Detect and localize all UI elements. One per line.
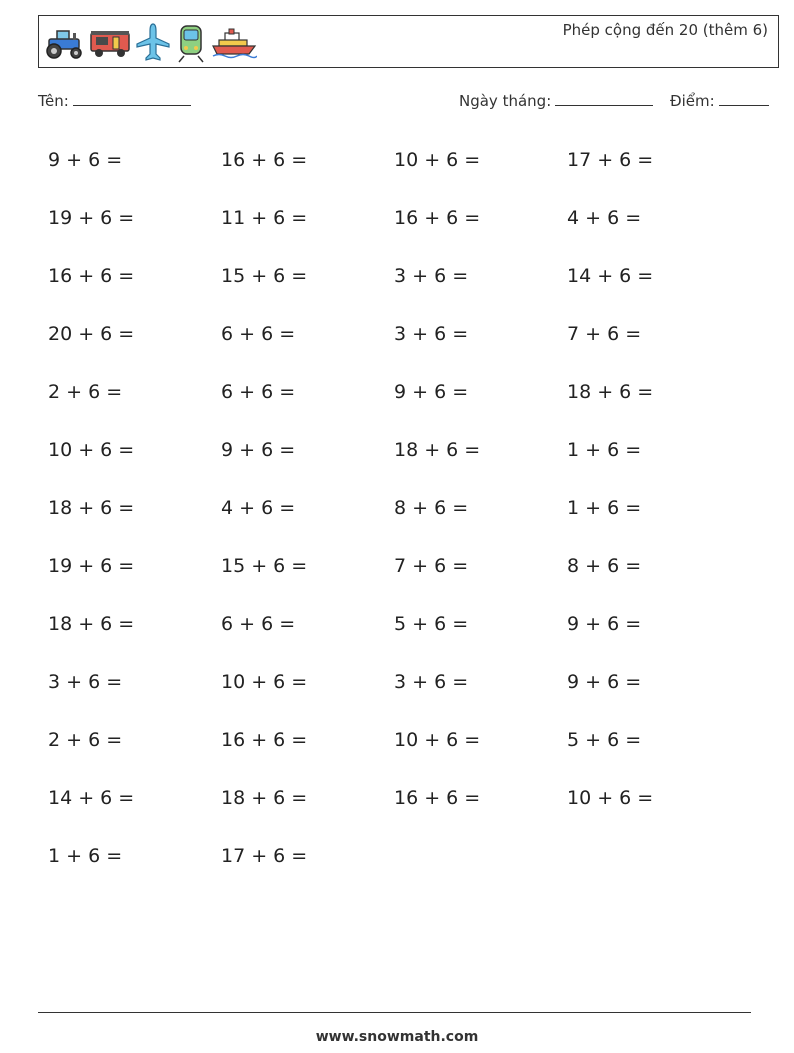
problem-item: 19 + 6 = bbox=[48, 555, 135, 577]
problem-item: 10 + 6 = bbox=[394, 729, 481, 751]
problem-item: 16 + 6 = bbox=[221, 729, 308, 751]
problem-item: 3 + 6 = bbox=[394, 671, 469, 693]
problem-item: 14 + 6 = bbox=[567, 265, 654, 287]
problem-item: 17 + 6 = bbox=[567, 149, 654, 171]
problem-item: 16 + 6 = bbox=[221, 149, 308, 171]
problem-item: 10 + 6 = bbox=[221, 671, 308, 693]
problem-item: 17 + 6 = bbox=[221, 845, 308, 867]
problem-item: 15 + 6 = bbox=[221, 555, 308, 577]
problem-item: 3 + 6 = bbox=[394, 323, 469, 345]
problem-item: 10 + 6 = bbox=[567, 787, 654, 809]
worksheet-title: Phép cộng đến 20 (thêm 6) bbox=[562, 21, 768, 39]
problem-item: 2 + 6 = bbox=[48, 729, 123, 751]
problem-item: 9 + 6 = bbox=[221, 439, 296, 461]
problem-item: 15 + 6 = bbox=[221, 265, 308, 287]
problem-item: 18 + 6 = bbox=[394, 439, 481, 461]
problem-item: 16 + 6 = bbox=[394, 787, 481, 809]
score-label: Điểm: bbox=[670, 92, 715, 110]
problem-item: 3 + 6 = bbox=[394, 265, 469, 287]
problem-item: 20 + 6 = bbox=[48, 323, 135, 345]
date-label: Ngày tháng: bbox=[459, 92, 552, 110]
problem-item: 4 + 6 = bbox=[221, 497, 296, 519]
name-label: Tên: bbox=[38, 92, 69, 110]
problem-item: 4 + 6 = bbox=[567, 207, 642, 229]
problem-item: 2 + 6 = bbox=[48, 381, 123, 403]
problem-item: 7 + 6 = bbox=[567, 323, 642, 345]
problem-item: 9 + 6 = bbox=[567, 613, 642, 635]
problem-item: 16 + 6 = bbox=[48, 265, 135, 287]
problem-item: 8 + 6 = bbox=[567, 555, 642, 577]
problem-item: 10 + 6 = bbox=[394, 149, 481, 171]
problem-item: 9 + 6 = bbox=[567, 671, 642, 693]
footer-website: www.snowmath.com bbox=[315, 1029, 479, 1045]
problem-item: 11 + 6 = bbox=[221, 207, 308, 229]
problem-item: 18 + 6 = bbox=[221, 787, 308, 809]
problem-item: 1 + 6 = bbox=[567, 497, 642, 519]
problem-item: 18 + 6 = bbox=[48, 613, 135, 635]
problem-item: 14 + 6 = bbox=[48, 787, 135, 809]
problem-item: 10 + 6 = bbox=[48, 439, 135, 461]
problem-item: 9 + 6 = bbox=[394, 381, 469, 403]
problem-item: 6 + 6 = bbox=[221, 381, 296, 403]
problem-item: 16 + 6 = bbox=[394, 207, 481, 229]
problem-item: 18 + 6 = bbox=[48, 497, 135, 519]
problem-item: 6 + 6 = bbox=[221, 323, 296, 345]
problem-item: 6 + 6 = bbox=[221, 613, 296, 635]
problem-item: 5 + 6 = bbox=[567, 729, 642, 751]
problem-item: 1 + 6 = bbox=[567, 439, 642, 461]
footer-divider bbox=[38, 1012, 751, 1013]
problem-item: 18 + 6 = bbox=[567, 381, 654, 403]
problem-item: 7 + 6 = bbox=[394, 555, 469, 577]
problem-item: 1 + 6 = bbox=[48, 845, 123, 867]
problem-item: 8 + 6 = bbox=[394, 497, 469, 519]
problem-item: 19 + 6 = bbox=[48, 207, 135, 229]
problem-item: 5 + 6 = bbox=[394, 613, 469, 635]
problem-item: 3 + 6 = bbox=[48, 671, 123, 693]
problem-item: 9 + 6 = bbox=[48, 149, 123, 171]
